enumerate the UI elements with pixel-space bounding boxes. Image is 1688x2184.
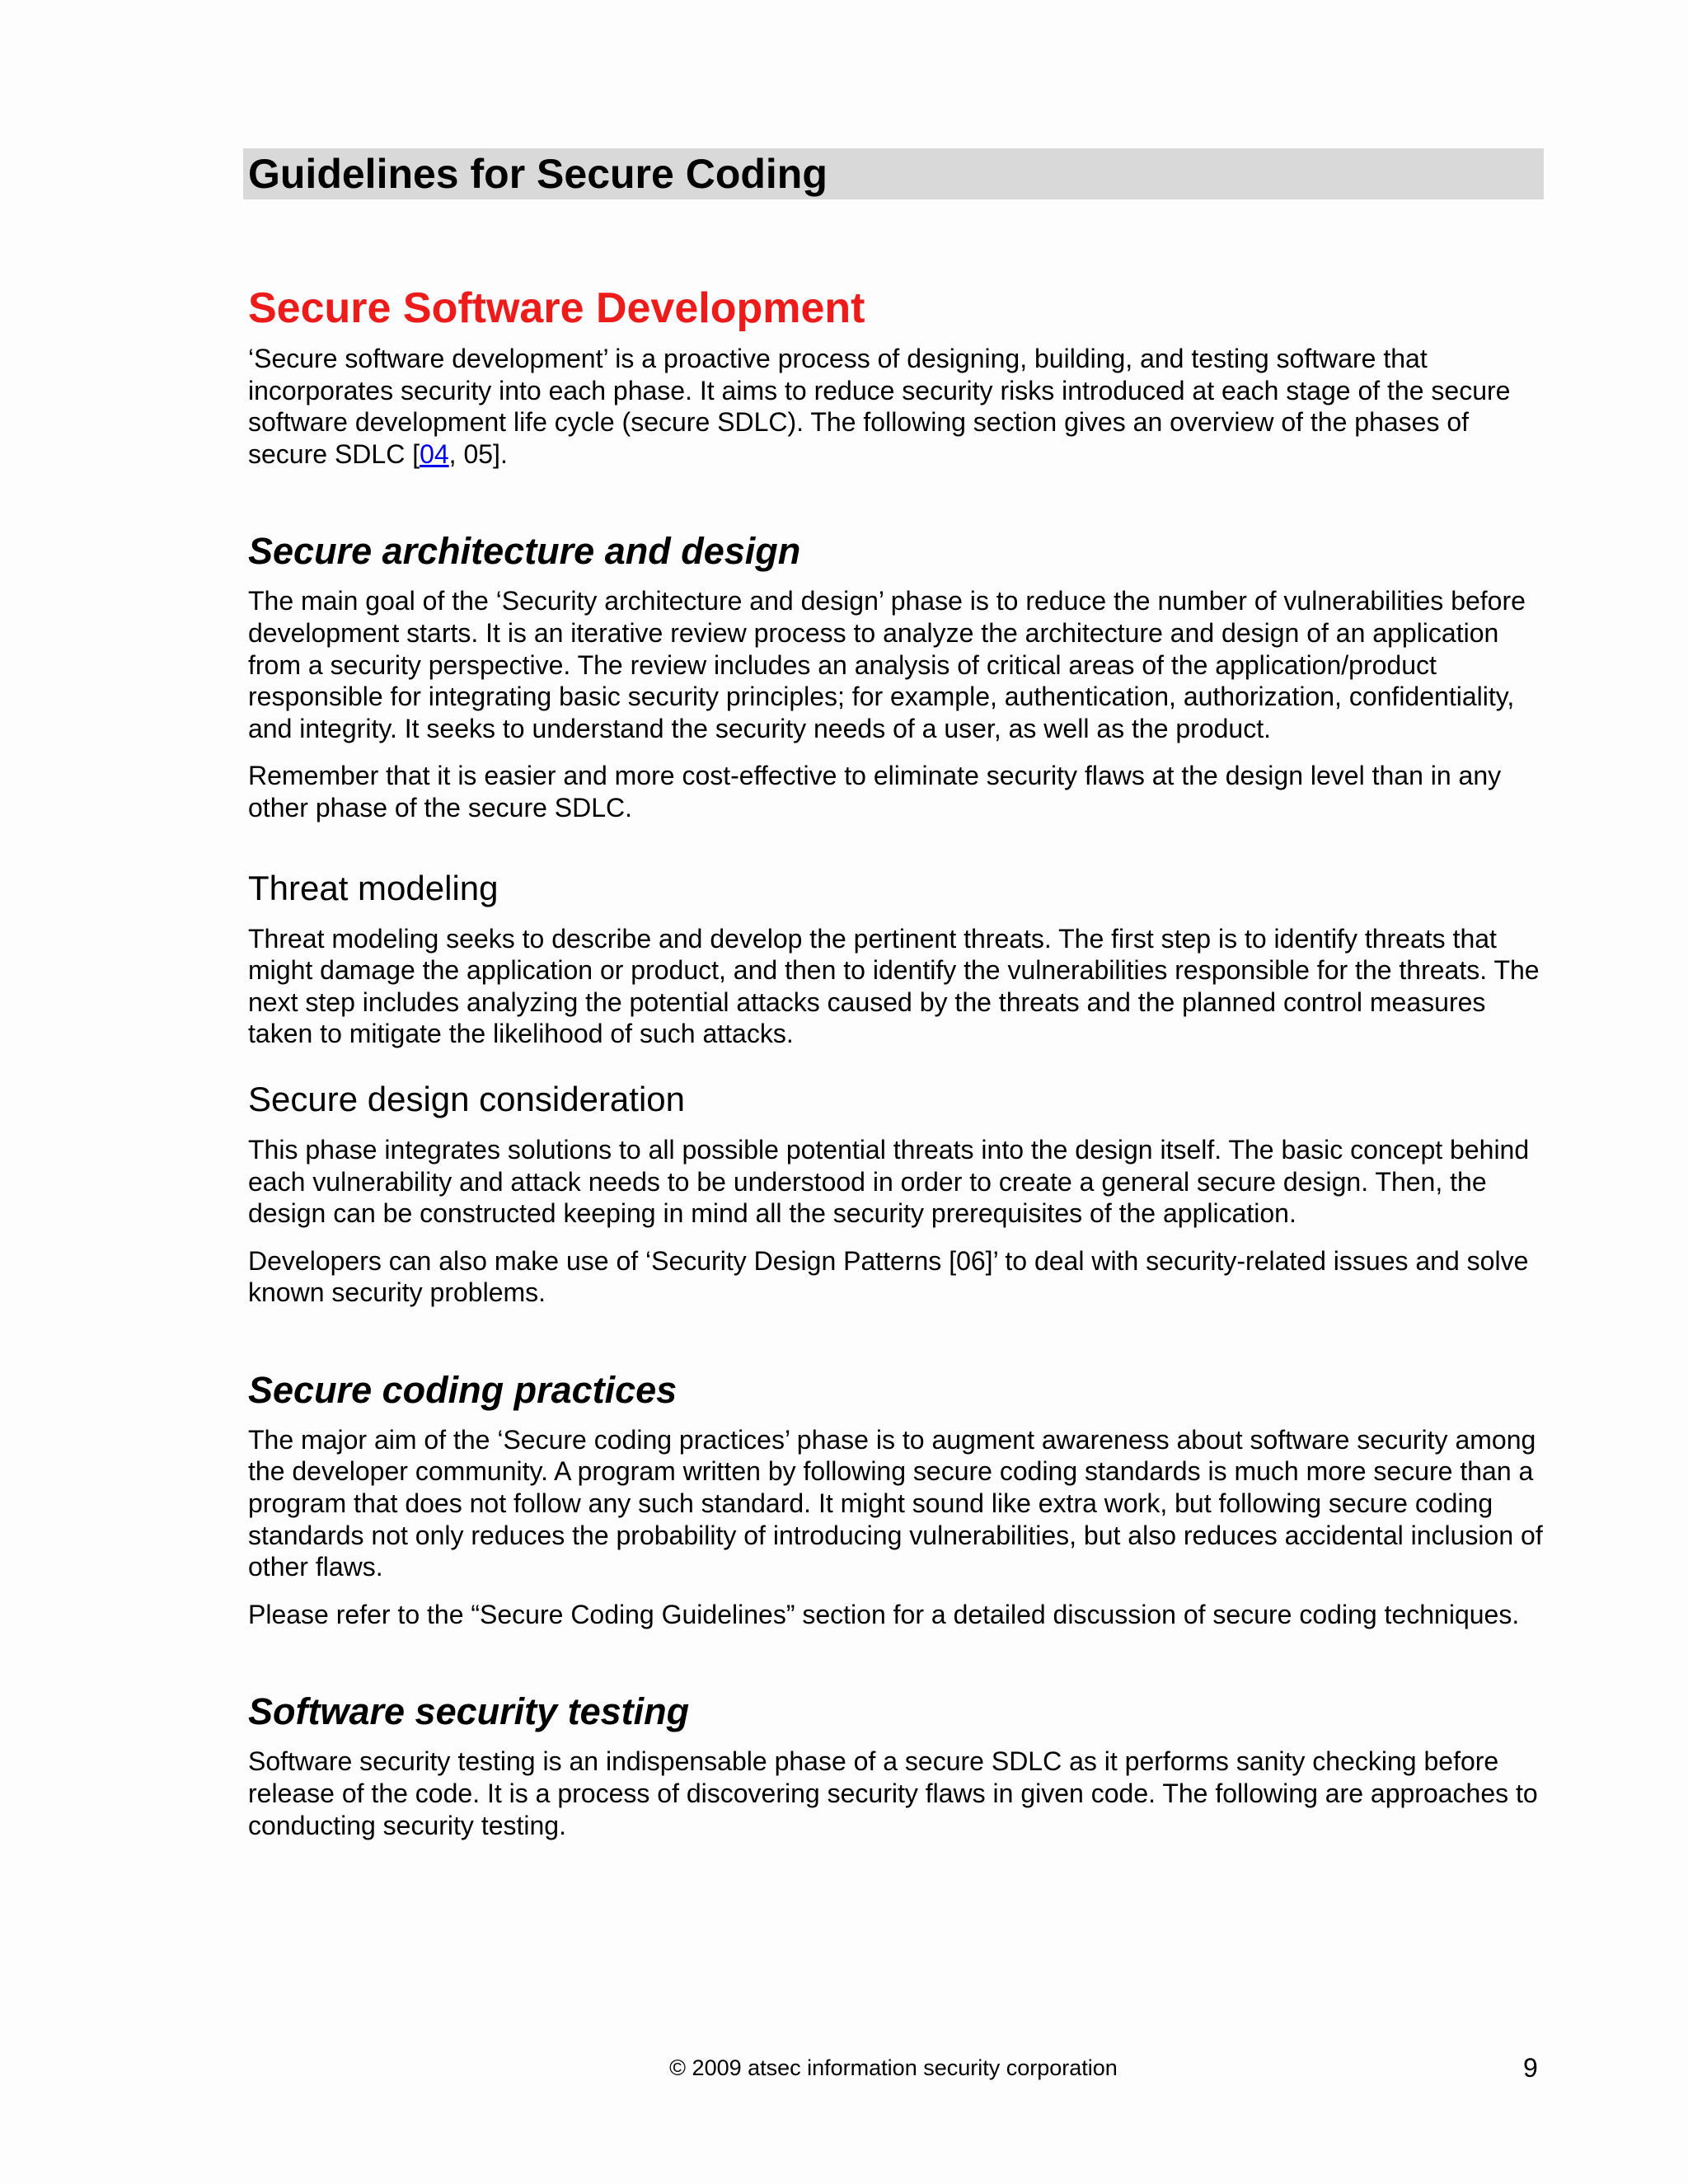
subsection-title-architecture: Secure architecture and design (248, 530, 801, 573)
architecture-paragraph-1: The main goal of the ‘Security architecture and design’ phase is to reduce the number of vulnerabilities before development starts. It is an iterative review process to analyze the architecture and design of an application from a security perspective. The review includes an analysis of critical areas of the application/product responsible for integrating basic security principles; for example, authentication, authorization, confidentiality, and integrity. It seeks to understand the security needs of a user, as well as the product. (248, 586, 1526, 743)
architecture-paragraph-2: Remember that it is easier and more cost-effective to eliminate security flaws at the design level than in any other phase of the secure SDLC. (248, 761, 1502, 823)
subsection-title-threat-modeling: Threat modeling (248, 868, 499, 907)
intro-text: ‘Secure software development’ is a proactive process of designing, building, and testing software that incorporates security into each phase. It aims to reduce security risks introduced at each stage of the secure software development life cycle (secure SDLC). The following section gives an overview of the phases of secure SDLC [ (248, 344, 1511, 469)
security-testing-paragraph: Software security testing is an indispensable phase of a secure SDLC as it performs sanity checking before release of the code. It is a process of discovering security flaws in given code. The following are approaches to conducting security testing. (248, 1746, 1538, 1840)
subsection-title-security-testing: Software security testing (248, 1690, 690, 1733)
document-header-bar (243, 148, 1544, 199)
secure-design-paragraph-1: This phase integrates solutions to all possible potential threats into the design itself. The basic concept behind each vulnerability and attack needs to be understood in order to create a general secure design. Then, the design can be constructed keeping in mind all the security prerequisites of the application. (248, 1134, 1530, 1229)
page-number: 9 (1523, 2053, 1538, 2083)
document-title: Guidelines for Secure Coding (248, 151, 828, 197)
section-title: Secure Software Development (248, 284, 865, 332)
subsection-title-coding-practices: Secure coding practices (248, 1368, 678, 1411)
threat-modeling-paragraph: Threat modeling seeks to describe and develop the pertinent threats. The first step is to identify threats that might damage the application or product, and then to identify the vulnerabilities responsible for the threats. The next step includes analyzing the potential attacks caused by the threats and the planned control measures taken to mitigate the likelihood of such attacks. (248, 923, 1540, 1049)
intro-text-tail: , 05]. (448, 438, 508, 469)
coding-practices-paragraph-1: The major aim of the ‘Secure coding practices’ phase is to augment awareness about software security among the developer community. A program written by following secure coding standards is much more secure than a program that does not follow any such standard. It might sound like extra work, but following secure coding standards not only reduces the probability of introducing vulnerabilities, but also reduces accidental inclusion of other flaws. (248, 1424, 1543, 1582)
coding-practices-paragraph-2: Please refer to the “Secure Coding Guidelines” section for a detailed discussion of secure coding techniques. (248, 1599, 1520, 1629)
reference-link-04[interactable]: 04 (420, 438, 449, 469)
secure-design-paragraph-2: Developers can also make use of ‘Security Design Patterns [06]’ to deal with security-related issues and solve known security problems. (248, 1245, 1529, 1308)
page-content (248, 148, 1544, 1841)
subsection-title-secure-design: Secure design consideration (248, 1079, 686, 1118)
section-intro-paragraph (248, 343, 1544, 470)
footer-copyright: © 2009 atsec information security corporation (669, 2055, 1118, 2080)
